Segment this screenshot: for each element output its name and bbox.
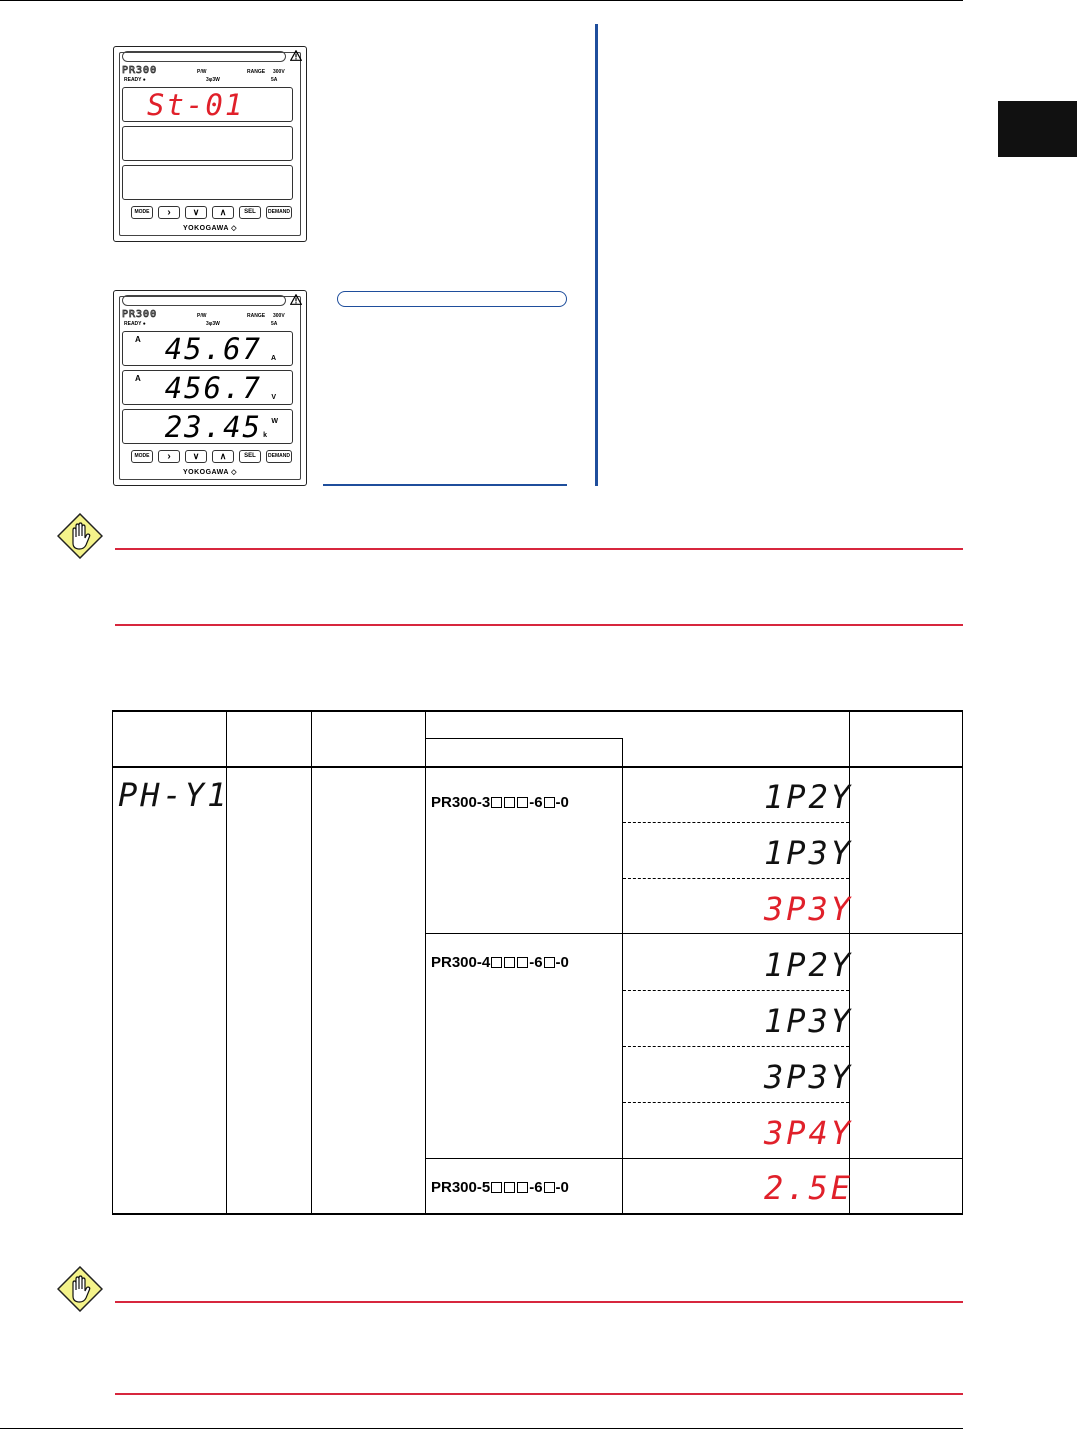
setting-value-default: 3P4Y xyxy=(764,1114,854,1152)
caution-hand-icon xyxy=(57,1266,103,1312)
caution-rule-bottom xyxy=(115,1393,963,1395)
row-divider xyxy=(623,822,849,823)
model-code-2: PR300-4 -6 -0 xyxy=(431,954,569,971)
group-divider-1 xyxy=(425,933,963,934)
meter-panel-measurement xyxy=(113,290,307,486)
meter-panel-setup xyxy=(113,46,307,242)
top-rule xyxy=(0,0,963,1)
caution-rule-bottom xyxy=(115,624,963,626)
col-line-4 xyxy=(622,738,623,1215)
table-border-left xyxy=(112,710,113,1215)
sel-button[interactable]: SEL xyxy=(239,450,261,463)
note-underline xyxy=(323,484,567,486)
display-upper xyxy=(122,87,293,122)
chapter-thumb-tab xyxy=(998,101,1077,157)
display-middle xyxy=(122,370,293,405)
up-button[interactable]: ∧ xyxy=(212,450,234,463)
setting-value: 1P2Y xyxy=(764,946,854,984)
display-lower-unit: W xyxy=(271,418,278,425)
up-button[interactable]: ∧ xyxy=(212,206,234,219)
meter-label-pw: P/W xyxy=(197,313,207,319)
group-divider-2 xyxy=(425,1158,963,1159)
warning-triangle-icon xyxy=(290,50,302,63)
column-divider xyxy=(595,24,598,486)
caution-rule-top xyxy=(115,1301,963,1303)
setting-value: 1P2Y xyxy=(764,778,854,816)
shift-button[interactable]: › xyxy=(158,206,180,219)
caution-rule-top xyxy=(115,548,963,550)
meter-label-3p: 3φ3W xyxy=(206,77,220,83)
down-button[interactable]: ∨ xyxy=(185,206,207,219)
meter-label-range: RANGE xyxy=(247,313,266,319)
shift-button[interactable]: › xyxy=(158,450,180,463)
parameter-symbol: PH-Y1 xyxy=(118,776,230,814)
sel-button[interactable]: SEL xyxy=(239,206,261,219)
display-upper-unit: A xyxy=(270,355,276,362)
setting-value: 3P3Y xyxy=(764,1058,854,1096)
row-divider xyxy=(623,878,849,879)
model-code-3: PR300-5 -6 -0 xyxy=(431,1179,569,1196)
meter-ready-label: READY ● xyxy=(124,321,146,327)
meter-label-strip xyxy=(122,51,286,62)
setting-value: 1P3Y xyxy=(764,834,854,872)
table-header-rule xyxy=(112,766,963,768)
meter-ready-label: READY ● xyxy=(124,77,146,83)
display-lower-value: 23.45 xyxy=(164,410,262,444)
yokogawa-logo: YOKOGAWA ◇ xyxy=(182,469,238,476)
demand-button[interactable]: DEMAND xyxy=(266,206,292,219)
display-middle-tag: A xyxy=(135,374,141,383)
meter-label-range: RANGE xyxy=(247,69,266,75)
meter-label-3p: 3φ3W xyxy=(206,321,220,327)
setting-value-default: 2.5E xyxy=(764,1169,854,1207)
meter-brand: PR300 xyxy=(122,65,158,76)
table-subheader-rule xyxy=(425,738,623,739)
meter-button-row xyxy=(131,206,293,220)
model-code-1: PR300-3 -6 -0 xyxy=(431,794,569,811)
table-border-top xyxy=(112,710,963,712)
demand-button[interactable]: DEMAND xyxy=(266,450,292,463)
col-line-2 xyxy=(311,710,312,1215)
mode-enter-button[interactable]: MODE xyxy=(131,206,153,219)
meter-brand: PR300 xyxy=(122,309,158,320)
display-upper-value: St-01 xyxy=(147,88,245,122)
meter-label-current: 5A xyxy=(271,77,278,83)
table-border-right xyxy=(962,710,963,1215)
caution-hand-icon xyxy=(57,513,103,559)
display-lower xyxy=(122,165,293,200)
display-upper-value: 45.67 xyxy=(164,332,262,366)
bottom-rule xyxy=(0,1428,963,1429)
setting-value: 1P3Y xyxy=(764,1002,854,1040)
meter-button-row xyxy=(131,450,293,464)
meter-label-voltage: 300V xyxy=(273,69,285,75)
display-middle-value: 456.7 xyxy=(164,371,262,405)
display-lower xyxy=(122,409,293,444)
display-upper xyxy=(122,331,293,366)
meter-label-strip xyxy=(122,295,286,306)
warning-triangle-icon xyxy=(290,294,302,307)
meter-label-pw: P/W xyxy=(197,69,207,75)
display-middle xyxy=(122,126,293,161)
setting-value-default: 3P3Y xyxy=(764,890,854,928)
display-lower-prefix: k xyxy=(263,432,267,439)
row-divider xyxy=(623,990,849,991)
down-button[interactable]: ∨ xyxy=(185,450,207,463)
col-line-3 xyxy=(425,710,426,1215)
yokogawa-logo: YOKOGAWA ◇ xyxy=(182,225,238,232)
mode-enter-button[interactable]: MODE xyxy=(131,450,153,463)
row-divider xyxy=(623,1102,849,1103)
meter-label-voltage: 300V xyxy=(273,313,285,319)
display-upper-tag: A xyxy=(135,335,141,344)
row-divider xyxy=(623,1046,849,1047)
table-border-bottom xyxy=(112,1213,963,1215)
meter-label-current: 5A xyxy=(271,321,278,327)
display-middle-unit: V xyxy=(271,394,276,401)
note-heading-frame xyxy=(337,291,567,307)
